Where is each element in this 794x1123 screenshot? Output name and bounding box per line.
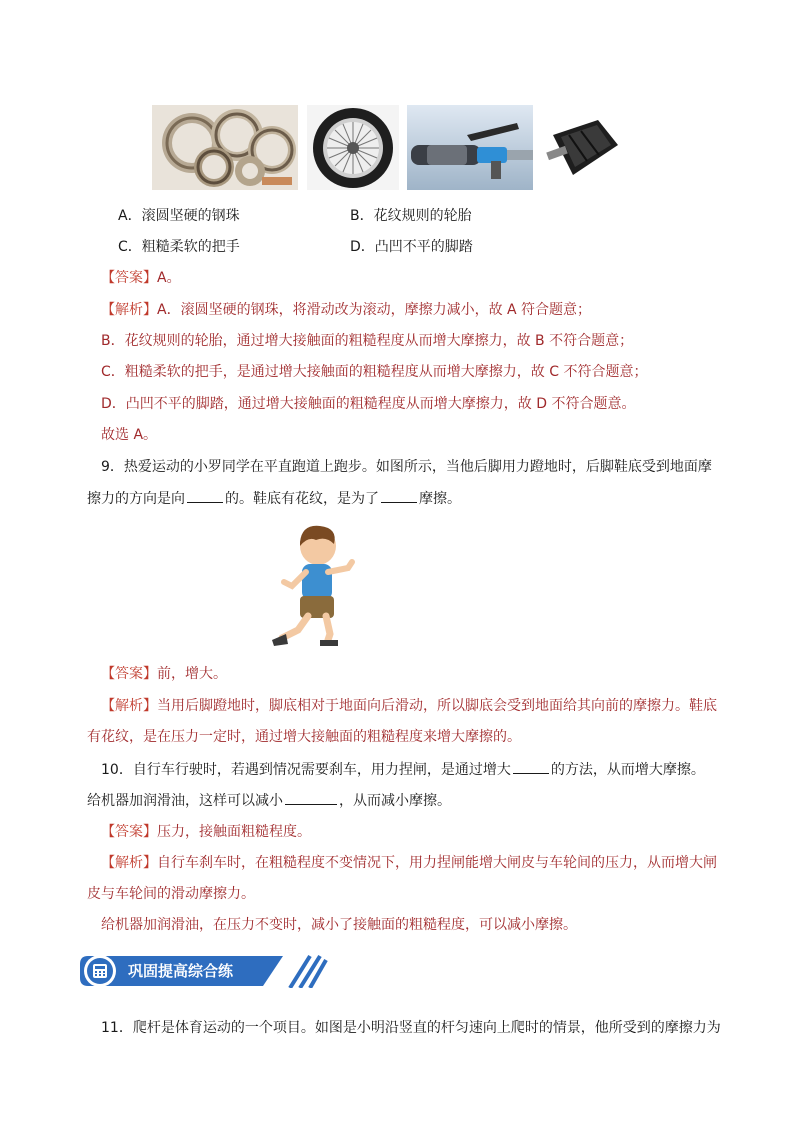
handlebar-grip-image — [407, 105, 533, 190]
section-header — [78, 954, 328, 988]
bearing-image — [152, 105, 298, 190]
analysis-text: 当用后脚蹬地时，脚底相对于地面向后滑动，所以脚底会受到地面给其向前的摩擦力。鞋底 — [157, 698, 717, 714]
section-title: 巩固提高综合练 — [128, 962, 234, 980]
running-boy-image — [268, 522, 362, 652]
analysis-text: A．滚圆坚硬的钢珠，将滑动改为滚动，摩擦力减小，故 A 符合题意； — [157, 302, 592, 318]
answer-tag: 【答案】 — [101, 666, 157, 682]
q9-blank-1[interactable] — [187, 488, 223, 503]
option-c: C．粗糙柔软的把手 — [118, 239, 240, 255]
q9-analysis-2: 有花纹，是在压力一定时，通过增大接触面的粗糙程度来增大摩擦的。 — [87, 729, 521, 745]
q10-stem-2 — [87, 790, 451, 811]
analysis-tag: 【解析】 — [101, 698, 157, 714]
q9-stem-2a: 擦力的方向是向 — [87, 491, 185, 507]
option-a: A．滚圆坚硬的钢珠 — [118, 208, 240, 224]
q9-stem-1: 9．热爱运动的小罗同学在平直跑道上跑步。如图所示，当他后脚用力蹬地时，后脚鞋底受到地面摩 — [101, 459, 712, 475]
q10-blank-2[interactable] — [285, 790, 337, 805]
q10-analysis-3: 给机器加润滑油，在压力不变时，减小了接触面的粗糙程度，可以减小摩擦。 — [101, 917, 577, 933]
q9-stem-2b: 的。鞋底有花纹，是为了 — [225, 491, 379, 507]
q10-blank-1[interactable] — [513, 759, 549, 774]
answer-text: A。 — [157, 270, 181, 286]
pedal-image — [543, 105, 623, 190]
q10-analysis-1 — [101, 853, 717, 873]
q10-stem-1b: 的方法，从而增大摩擦。 — [550, 762, 705, 778]
q10-stem-2a: 给机器加润滑油，这样可以减小 — [87, 793, 283, 809]
q10-answer — [101, 822, 311, 842]
q11-stem-1: 11．爬杆是体育运动的一个项目。如图是小明沿竖直的杆匀速向上爬时的情景，他所受到的摩擦力为 — [101, 1020, 721, 1036]
q9-stem-2c: 摩擦。 — [419, 491, 461, 507]
q9-blank-2[interactable] — [381, 488, 417, 503]
q9-analysis-1 — [101, 696, 717, 716]
q10-stem-2b: ，从而减小摩擦。 — [339, 793, 451, 809]
q10-stem-1a: 10．自行车行驶时，若遇到情况需要刹车，用力捏闸，是通过增大 — [101, 762, 511, 778]
answer-text: 前，增大。 — [157, 666, 227, 682]
q10-stem-1 — [101, 759, 705, 780]
answer-tag: 【答案】 — [101, 270, 157, 286]
analysis-tag: 【解析】 — [101, 302, 157, 318]
analysis-tag: 【解析】 — [101, 855, 157, 871]
q8-analysis-4: D．凸凹不平的脚踏，通过增大接触面的粗糙程度从而增大摩擦力，故 D 不符合题意。 — [101, 396, 636, 412]
option-b: B．花纹规则的轮胎 — [350, 208, 472, 224]
q8-conclusion: 故选 A。 — [101, 427, 158, 443]
q9-stem-2 — [87, 488, 461, 509]
q8-analysis-1 — [101, 300, 591, 320]
answer-tag: 【答案】 — [101, 824, 157, 840]
calculator-icon — [92, 963, 108, 979]
analysis-text: 自行车刹车时，在粗糙程度不变情况下，用力捏闸能增大闸皮与车轮间的压力，从而增大闸 — [157, 855, 717, 871]
option-d: D．凸凹不平的脚踏 — [350, 239, 473, 255]
q8-analysis-2: B．花纹规则的轮胎，通过增大接触面的粗糙程度从而增大摩擦力，故 B 不符合题意； — [101, 333, 634, 349]
answer-text: 压力，接触面粗糙程度。 — [157, 824, 311, 840]
q8-analysis-3: C．粗糙柔软的把手，是通过增大接触面的粗糙程度从而增大摩擦力，故 C 不符合题意； — [101, 364, 648, 380]
q10-analysis-2: 皮与车轮间的滑动摩擦力。 — [87, 886, 255, 902]
tire-image — [307, 105, 399, 190]
q8-answer — [101, 268, 181, 288]
q9-answer — [101, 664, 227, 684]
